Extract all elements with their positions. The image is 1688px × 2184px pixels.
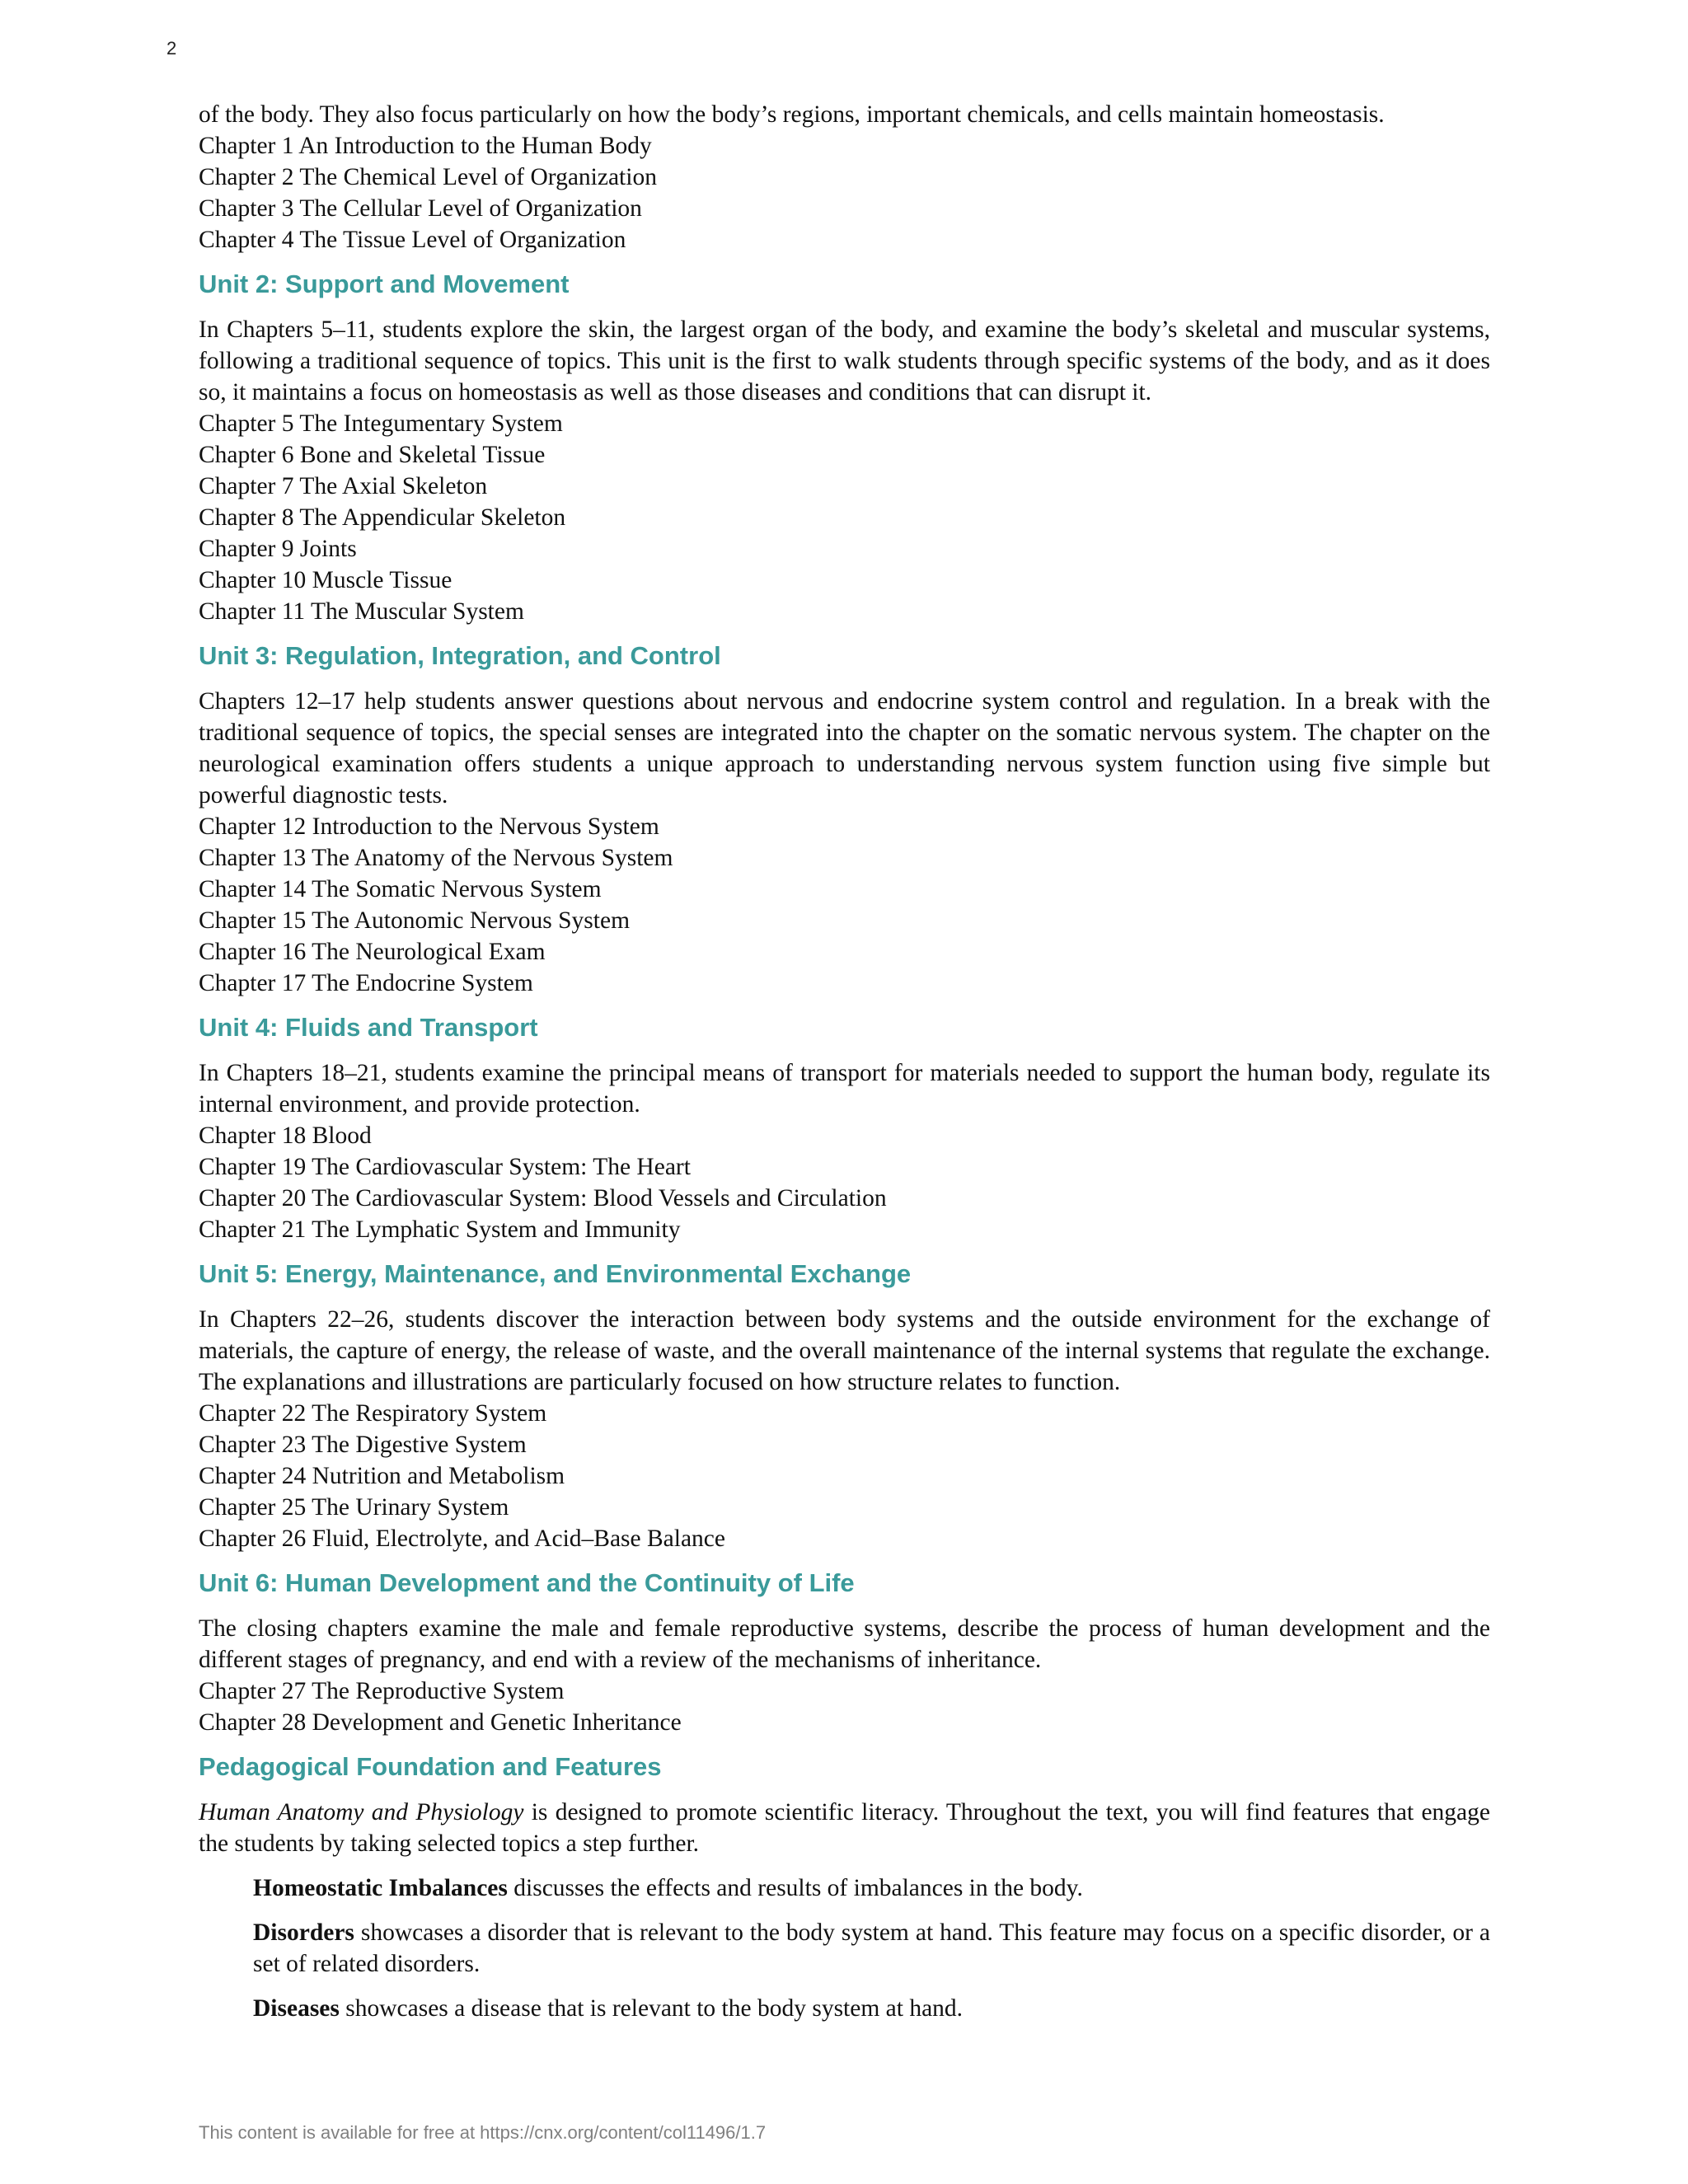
chapter-item: Chapter 4 The Tissue Level of Organization	[199, 227, 626, 253]
chapter-item: Chapter 12 Introduction to the Nervous System	[199, 813, 659, 840]
unit-4-heading: Unit 4: Fluids and Transport	[199, 1013, 538, 1042]
chapter-item: Chapter 15 The Autonomic Nervous System	[199, 907, 631, 934]
unit-4-chapter-list	[199, 1120, 1490, 1245]
unit-5-chapter-list	[199, 1398, 1490, 1554]
chapter-item: Chapter 17 The Endocrine System	[199, 970, 533, 996]
chapter-item: Chapter 2 The Chemical Level of Organization	[199, 164, 657, 190]
unit-3-chapter-list	[199, 811, 1490, 999]
chapter-item: Chapter 26 Fluid, Electrolyte, and Acid–Base Balance	[199, 1526, 725, 1552]
chapter-item: Chapter 8 The Appendicular Skeleton	[199, 504, 566, 531]
intro-continuation-text: of the body. They also focus particularly on how the body’s regions, important chemicals, and cells maintain homeostasis.	[199, 101, 1385, 128]
unit-5-description: In Chapters 22–26, students discover the interaction between body systems and the outside environment for the exchange of materials, the capture of energy, the release of waste, and the overall maintenance of the internal systems that regulate the exchange. The explanations and illustrations are particularly focused on how structure relates to function.	[199, 1306, 1490, 1395]
feature-homeostatic-imbalances	[253, 1872, 1490, 1904]
chapter-item: Chapter 18 Blood	[199, 1122, 372, 1149]
unit-2-description: In Chapters 5–11, students explore the skin, the largest organ of the body, and examine the body’s skeletal and muscular systems, following a traditional sequence of topics. This unit is the first to walk students through specific systems of the body, and as it does so, it maintains a focus on homeostasis as well as those diseases and conditions that can disrupt it.	[199, 316, 1490, 405]
chapter-item: Chapter 23 The Digestive System	[199, 1432, 527, 1458]
unit-6-heading: Unit 6: Human Development and the Continuity of Life	[199, 1568, 855, 1597]
feature-diseases	[253, 1993, 1490, 2024]
feature-text: showcases a disorder that is relevant to the body system at hand. This feature may focus on a specific disorder, or a set of related disorders.	[253, 1919, 1490, 1977]
chapter-item: Chapter 9 Joints	[199, 536, 357, 562]
unit-4-description: In Chapters 18–21, students examine the principal means of transport for materials needed to support the human body, regulate its internal environment, and provide protection.	[199, 1060, 1490, 1118]
pedagogy-intro-text: is designed to promote scientific literacy. Throughout the text, you will find features that engage the students by taking selected topics a step further.	[199, 1799, 1490, 1857]
unit-3-description: Chapters 12–17 help students answer questions about nervous and endocrine system control and regulation. In a break with the traditional sequence of topics, the special senses are integrated into the chapter on the somatic nervous system. The chapter on the neurological examination offers students a unique approach to understanding nervous system function using five simple but powerful diagnostic tests.	[199, 688, 1490, 808]
chapter-item: Chapter 27 The Reproductive System	[199, 1678, 565, 1704]
chapter-item: Chapter 7 The Axial Skeleton	[199, 473, 488, 499]
feature-name: Disorders	[253, 1919, 354, 1946]
footer-availability-notice: This content is available for free at https://cnx.org/content/col11496/1.7	[199, 2122, 767, 2143]
chapter-item: Chapter 10 Muscle Tissue	[199, 567, 452, 593]
chapter-item: Chapter 1 An Introduction to the Human Body	[199, 133, 652, 159]
chapter-item: Chapter 14 The Somatic Nervous System	[199, 876, 602, 902]
chapter-item: Chapter 25 The Urinary System	[199, 1494, 509, 1521]
pedagogy-intro	[199, 1797, 1490, 1859]
chapter-item: Chapter 16 The Neurological Exam	[199, 939, 546, 965]
page-number: 2	[166, 38, 177, 59]
chapter-item: Chapter 28 Development and Genetic Inheritance	[199, 1709, 682, 1736]
feature-name: Diseases	[253, 1995, 340, 2022]
chapter-item: Chapter 3 The Cellular Level of Organization	[199, 195, 642, 222]
chapter-item: Chapter 20 The Cardiovascular System: Blood Vessels and Circulation	[199, 1185, 887, 1212]
feature-text: showcases a disease that is relevant to the body system at hand.	[339, 1995, 964, 2022]
unit-1-chapter-list	[199, 130, 1490, 255]
chapter-item: Chapter 13 The Anatomy of the Nervous System	[199, 845, 673, 871]
unit-6-chapter-list	[199, 1675, 1490, 1738]
page-content	[199, 99, 1490, 2037]
feature-text: discusses the effects and results of imbalances in the body.	[507, 1875, 1083, 1901]
chapter-item: Chapter 22 The Respiratory System	[199, 1400, 547, 1427]
feature-name: Homeostatic Imbalances	[253, 1875, 508, 1901]
unit-2-heading: Unit 2: Support and Movement	[199, 269, 570, 298]
unit-2-chapter-list	[199, 408, 1490, 627]
pedagogy-heading: Pedagogical Foundation and Features	[199, 1752, 662, 1781]
chapter-item: Chapter 6 Bone and Skeletal Tissue	[199, 442, 546, 468]
feature-disorders	[253, 1917, 1490, 1980]
chapter-item: Chapter 19 The Cardiovascular System: The Heart	[199, 1154, 691, 1180]
unit-3-heading: Unit 3: Regulation, Integration, and Control	[199, 641, 721, 670]
chapter-item: Chapter 24 Nutrition and Metabolism	[199, 1463, 565, 1489]
unit-5-heading: Unit 5: Energy, Maintenance, and Environmental Exchange	[199, 1259, 912, 1288]
chapter-item: Chapter 21 The Lymphatic System and Immunity	[199, 1216, 681, 1243]
chapter-item: Chapter 5 The Integumentary System	[199, 410, 563, 437]
chapter-item: Chapter 11 The Muscular System	[199, 598, 524, 625]
unit-6-description: The closing chapters examine the male and female reproductive systems, describe the process of human development and the different stages of pregnancy, and end with a review of the mechanisms of inheritance.	[199, 1615, 1490, 1673]
book-title: Human Anatomy and Physiology	[199, 1799, 524, 1825]
